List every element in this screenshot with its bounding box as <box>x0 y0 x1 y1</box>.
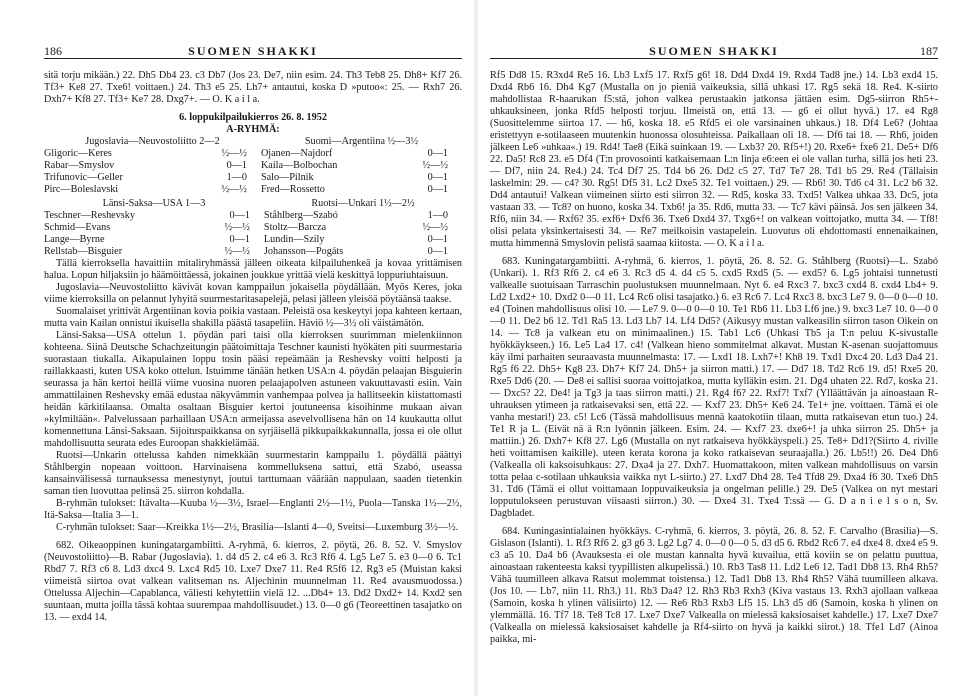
pairing: Stoltz—Barcza <box>263 222 327 233</box>
score: ½—½ <box>422 222 448 233</box>
game-682-text: 682. Oikeaoppinen kuningatargambiitti. A-ryhmä, 6. kierros, 2. pöytä, 26. 8. 52. V. Smyslov (Neuvostoliitto)—B. Rabar (Jugoslavia). 1. d4 d5 2. c4 e6 3. Rc3 Rf6 4. Lg5 Le7 5. e3 0—0 6. Tc1 Rbd7 7. Rf3 c6 8. Ld3 dxc4 9. Lxc4 Rd5 10. Lxe7 Dxe7 11. Re4 R5f6 12. Rg3 e5 (Muistan kaksi viimeistä siirtoa ovat valkean valitseman ns. Aljechinin muunnelman 11. Re4 avausmuodossa.) Ottelussa Aljechin—Capablanca, väliesti kehytettiin vielä 12. ...Db4+ 13. Dd2 Dxd2+ 14. Kxd2 sen suuntaan, mutta joilla tässä kohtaa suurempaa mahdollisuudet.) 13. 0—0 g6 (Teoreettinen tasajatko on 13. — exd4 14. <box>44 540 462 623</box>
pairing: Kaila—Bolbochan <box>260 160 338 171</box>
match-head: Suomi—Argentiina ½—3½ <box>304 136 419 147</box>
left-header <box>44 44 462 64</box>
score: ½—½ <box>221 184 247 195</box>
paragraph: Rf5 Dd8 15. R3xd4 Re5 16. Lb3 Lxf5 17. Rxf5 g6! 18. Dd4 Dxd4 19. Rxd4 Tad8 jne.) 14. Lb3 exd4 15. Dxd4 Rb6 16. Dh4 Kg7 (Mustalla on jo pieniä vaikeuksia, sillä uhkasi 17. Rg5 sekä 18. Re4. K-siirto mahdollistaa R-haarukan f5:stä, johon valkea perustaakin jatkonsa jättäen esim. Dg5-siirron Rh5+-uhkauksineen, jonka Rfd5 helposti torjuu. Ilmeistä on, että 13. — g6 ei ollut hyvä.) 17. e4 Rg8 (Suosittelemme siirtoa 17. — h6, koska 18. e5 Rfd5 ei ole varsinainen uhkaus.) 18. Df4 Le6? (Johtaa eristettyyn e-sotilaaseen muutenkin huonossa olosuhteissa. Paikallaan oli 18. — Df6 tai 18. — Rh6, joiden jälkeen Le6 »uhkaa«.) 19. Rd4! Tae8 (Eikä suinkaan 19. — Lxb3? 20. Rf5+!) 20. Rxe6+ fxe6 21. De5+ Df6 22. Da5! Rc8 23. e5 Df4 (T:n provosointi katkaisemaan L:n linja e6:een ei ole vallan turha, sillä jos heti 23. — Df7, niin 24. Re4.) 24. Tc4 Df7 25. Td4 b6 26. Dd2 c5 27. Td7 Te7 28. Td1 b5 29. Re4 (Tällaisin laskelmin: 29. — c4? 30. Rg5! Df5 31. Lc2 Dxe5 32. Te1 voittaen.) 29. — Rb6! 30. Td6 c4 31. Lc2 b6 32. Dd4 antautui! Valkean viimeinen siirto esti siirron 32. — Rd5, koska 33. Txd5! Valkea uhkaa 33. Dc5, jota vastaan 33. — Tc8? on huono, koska 34. Txb6! ja 35. Rd6, mutta 33. — Tc7 kävi päinsä. Jos sen jälkeen 34. Rf6, niin 34. — Rxf6? 35. exf6+ Dxf6 36. Txe6 Dxd4 37. Txg6+! on valkean voittojatko, mutta 34. — Tf8! olisi pelata yksinkertaisesti 34. — Re7 meilkoisin vastapelein. Luovutus oli ehdottomasti ennenaikainen, mutta himmennä Smyslovin pelistä saamaa kiitosta. — O. K a i l a. <box>490 70 938 249</box>
score: 0—1 <box>427 172 448 183</box>
left-page-number: 186 <box>44 44 62 58</box>
table-row <box>44 222 462 234</box>
right-page-number: 187 <box>920 44 938 58</box>
paragraph: Tällä kierroksella havaittiin mitaliryhmässä jälleen oikeata kilpailuhenkeä ja kovaa yrittämisen halua. Lopun hiljaksiin jo häämöittäessä, jokainen joukkue yrittää vielä keskittyä loppuriuhtaisuun. <box>44 258 462 281</box>
score: ½—½ <box>224 246 250 257</box>
group-title: A-RYHMÄ: <box>226 124 280 135</box>
paragraph: B-ryhmän tulokset: Itävalta—Kuuba ½—3½, Israel—Englanti 2½—1½, Puola—Tanska 1½—2½, Itä-Saksa—Italia 3—1. <box>44 498 462 521</box>
pairing: Salo—Pilnik <box>260 172 314 183</box>
pairing: Rabar—Smyslov <box>44 160 115 171</box>
match-table-1 <box>44 136 462 196</box>
score: 0—1 <box>226 160 247 171</box>
right-running-head: SUOMEN SHAKKI <box>649 44 779 58</box>
score: 0—1 <box>427 184 448 195</box>
score: 0—1 <box>229 210 250 221</box>
right-header-rule <box>490 58 938 59</box>
match-head: Jugoslavia—Neuvostoliitto 2—2 <box>85 136 220 147</box>
match-head: Länsi-Saksa—USA 1—3 <box>102 198 206 209</box>
pairing: Johansson—Pogáts <box>263 246 344 257</box>
pairing: Ståhlberg—Szabó <box>263 210 338 221</box>
game-683-text: 683. Kuningatargambiitti. A-ryhmä, 6. kierros, 1. pöytä, 26. 8. 52. G. Ståhlberg (Ruotsi)—L. Szabó (Unkari). 1. Rf3 Rf6 2. c4 e6 3. Rc3 d5 4. d4 c5 5. cxd5 Rxd5 (5. — exd5? 6. Lg5 johtaisi tunnetusti valkealle suotuisaan Tarraschin puolustuksen muunnelmaan. Nyt 6. e4 Rxc3 7. bxc3 cxd4 8. cxd4 Lb4+ 9. Ld2 Lxd2+ 10. Dxd2 0—0 11. Lc4 Rc6 olisi tasajatko.) 6. e3 Rc6 7. Lc4 Rxc3 8. bxc3 Le7 9. 0—0 0—0 10. e4 (Toinen mahdollisuus olisi 10. — Le7 9. 0—0 0—0 10. Te1 Rb6 11. Lb3 Lf6 jne.) 9. bxc3 Le7 10. 0—0 0—0 11. De2 b6 12. Td1 Ra5 13. Ld3 Lb7 14. Lf4 Dd5? (Aikusyy mustan valkeasilin siirron tason Oikein on 14. — Tc8 ja valkean etu on minimaalinen.) 15. Tab1 Lc6 (Uhkasi Tb5 ja T:n peluu K-sivustalle hyökkäykseen.) 16. Le5 La4 17. c4! (Valkean hieno sommitelmat alkavat. Mustan K-asenan suojattomuus käy ilmi parhaiten seuraavasta muunnelmasta: 17. — Lxd1 18. Lxh7+! Kh8 19. Txd1 Dxc4 20. Ld3 Da4 21. Rg5 f6 22. Dh5+ Kg8 23. Dh7+ Kf7 24. Dh5+ ja siirron matti.) 17. — Dd7 18. Td2 Rc6 19. d5! Rxe5 20. Rxe5 Dd6 (20. — De8 ei sallisi suoraa voittojatkoa, mutta kylläkin esim. 21. Dg4 uhaten 22. Rd7, koska 21. — Dxc5? 22. De4! ja Tg3 ja taas siirron matti.) 21. Rg4 f6? 22. Rxf7! Txf7 (Ylläättävän ja ainoastaan R-uhrauksen ytimeen ja ratkaisevaksi sen, että 22. — Kxf7 23. Dh5+ Ke6 24. Te1+ jne. voittaen. Tämä ei ole vanha mestari!) 23. c5! Lc6 (Tässä mahdollisuus mennä kaatokotiin tilaan, mutta ratkaisevan etun tuo.) 24. Te1 R ja L. (Eivät nä ä R:n lyönnin jälkeen. Esim. 24. — Kxf7 23. dxe6+! ja uhka siirron 25. Dh5+ ja mattiin.) 26. Dxh7+ Kf8 27. Lg6 (Mustalla on nyt ratkaiseva hyökkäyspeli.) 25. Te8+ Dd1?(Siirto 4. riville heti voittamisen kaikille). uteen kerata korona ja koko ratkaisevan seuraajalla.) 26. Lb5!!) 26. De4 Dh6 (Valkealla oli kaksoisuhkaus: 27. Dxa4 ja 27. Dxh7. Huomattakoon, miten valkean mahdollisuus on varsin totta pelaa c-sotilaan uhkauksia vaikka nyt L-siirto.) 27. Lxd7 Dh4 28. Te4 Tfd8 29. Dxa4 f6 30. Txe6 Dh5 31. Td6 (Tämä ei ollut voittamaan loppuvaikeuksia ja ongelman pelille.) 29. De5 (Valkea on nyt mestari lopputulokseen perustuvan viisaasti siirron.) 30. — Dxe4 31. Txe4 T:ssä — G. D a n i e l s o n, Sv. Dagbladet. <box>490 256 938 519</box>
paragraph: Ruotsi—Unkarin ottelussa kahden nimekkään suurmestarin kamppailu 1. pöydällä päättyi Ståhlbergin nopeaan voittoon. Harvinaisena kommelluksena sattui, että Szabó, useassa kansainvälisessä turnauksessa menestynyt, joutui tarttumaan väärään nappulaan, saaden tietenkin saman tien luovuttaa pelinsä 25. siirron kohdalla. <box>44 450 462 497</box>
pairing: Lundin—Szily <box>263 234 325 245</box>
table-row <box>44 234 462 246</box>
pairing: Schmid—Evans <box>44 222 111 233</box>
left-page <box>0 0 470 696</box>
left-running-head: SUOMEN SHAKKI <box>188 44 318 58</box>
paragraph: Suomalaiset yrittivät Argentiinan kovia poikia vastaan. Peleistä osa keskeytyi jopa kahteen kertaan, mutta vain Kailan onnistui ikuisella shakilla päästä tasapeliin. Häviö ½—3½ oli väistämätön. <box>44 306 462 329</box>
right-header <box>490 44 938 64</box>
pairing: Fred—Rossetto <box>260 184 325 195</box>
table-row <box>44 246 462 258</box>
game-684-text: 684. Kuningasintialainen hyökkäys. C-ryhmä, 6. kierros, 3. pöytä, 26. 8. 52. F. Carvalho (Brasilia)—S. Gislason (Islanti). 1. Rf3 Rf6 2. g3 g6 3. Lg2 Lg7 4. 0—0 0—0 5. d3 d5 6. Rbd2 Rc6 7. e4 dxe4 8. dxe4 e5 9. c3 a5 10. Da4 b6 (Avauksesta ei ole mustan kannalta hyvä kuvailua, että koviin se on pelattu puuttua, ainoastaan rakenteesta kaksi tyypillisten alkupelissä.) 10. Rb3 Tas8 11. Ld2 Le6 12. Tad1 Db8 13. Rh4 Rh5? Vähä tuumilleen alkava Ratsut molemmat toistensa.) 12. Tad1 Db8 13. Rh4 Rh5? Vähä tuumilleen alkava. (Jos 10. — Lb7, niin 11. Rh3.) 11. Rb3 Da4? 12. Rh3 Rb3 Rxh3 (Kiva vastaus 13. Rxh3 ajollaan valkeaa (Samoin, koska h ylinen välisiirto) 12. — Re6 Rb3 Rxb3 Lf5 15. Lh3 d5 d6 (Samoin, koska h ylinen on ylemmällä. 16. Tf7 18. Te8 Tc8 17. Lxe7 Dxe7 Valkealla on mielessä kaksiosaiset kahdelle.) 17. Lxe7 Dxe7 (Valkealla on mielessä kaksiosaiset kahdelle ja Rf4-siirto on hyvä ja kaikki siirot.) 18. Tfe1 Ld7 (Ainoa paikka, mi- <box>490 526 938 645</box>
score: ½—½ <box>221 148 247 159</box>
score: 0—1 <box>229 234 250 245</box>
match-head: Ruotsi—Unkari 1½—2½ <box>311 198 415 209</box>
left-body <box>44 70 462 624</box>
intro-text: sitä torju mikään.) 22. Dh5 Db4 23. c3 Db7 (Jos 23. De7, niin esim. 24. Th3 Teb8 25. Dh8+ Kf7 26. Tf3+ Ke8 27. Txe6! voittaen.) 24. Th3 e5 25. Lh7+ antautui, koska D »putoo«: 25. — Rxh7 26. Dxh7+ Kf8 27. Tf3+ Ke7 28. Dxg7+. — O. K a i l a. <box>44 70 462 105</box>
pairing: Gligoric—Keres <box>44 148 112 159</box>
paragraph: Länsi-Saksa—USA ottelun 1. pöydän pari taisi olla kierroksen suurimman mielenkiinnon kohteena. Siinä Deutsche Schachzeitungin päätoimittaja Teschner kaunisti hyökäten piti suurmestaria suorastaan tiukalla. Aikapulainen loppu tosin pääsi repeämään ja Reshevsky voitti helposti ja raillakkaasti, kuten USA koko ottelun. Istuimme tänään hetken USA:n 4. pöydän pelaajan Bisguierin seurassa ja hän kertoi heillä viime vuosina nuoren pelaajapolven astuneen vakuuttavasti esiin. Vain ammattilainen Reshevsky emää edustaa näkyvämmin vanhempaa polvea ja hallitseekin kiistattomasti heidän kärkitilaansa. Omalta osaltaan Bisguier kertoi joutuneensa kisoihinme mukaan aivan »kylmiltään«. Palvelussaan parhaillaan USA:n armeijassa asevelvollisena hän on 14 kuukautta ollut komennettuna Länsi-Saksaan. Sijoituspaikkansa on syrjäisellä pikkupaikkakunnalla, jossa ei ole ollut mahdollisuutta seurata edes Euroopan shakkielämää. <box>44 330 462 449</box>
pairing: Teschner—Reshevsky <box>44 210 135 221</box>
right-body <box>490 70 938 646</box>
score: 1—0 <box>427 210 448 221</box>
paragraph: C-ryhmän tulokset: Saar—Kreikka 1½—2½, Brasilia—Islanti 4—0, Sveitsi—Luxemburg 3½—½. <box>56 522 459 533</box>
pairing: Pirc—Boleslavski <box>44 184 119 195</box>
pairing: Lange—Byrne <box>44 234 105 245</box>
table-row <box>44 172 462 184</box>
pairing: Trifunovic—Geller <box>44 172 123 183</box>
paragraph: Jugoslavia—Neuvostoliitto kävivät kovan kamppailun jokaisella pöydällään. Myös Keres, joka viime kierroksilla on pelannut lyhyitä suurmestaritasapelejä, pelasi jälleen yleisöä pöytäänsä taakse. <box>44 282 462 305</box>
table-row <box>44 148 462 160</box>
score: ½—½ <box>422 160 448 171</box>
table-row <box>44 210 462 222</box>
table-row <box>44 160 462 172</box>
score: 0—1 <box>427 148 448 159</box>
left-header-rule <box>44 58 462 59</box>
score: 0—1 <box>427 234 448 245</box>
table-row <box>44 184 462 196</box>
right-page <box>482 0 952 696</box>
match-table-2 <box>44 198 462 258</box>
pairing: Ojanen—Najdorf <box>260 148 333 159</box>
score: 0—1 <box>427 246 448 257</box>
pairing: Rellstab—Bisguier <box>44 246 123 257</box>
score: ½—½ <box>224 222 250 233</box>
page-gutter <box>474 0 478 696</box>
round-title: 6. loppukilpailukierros 26. 8. 1952 <box>179 112 327 123</box>
score: 1—0 <box>226 172 247 183</box>
